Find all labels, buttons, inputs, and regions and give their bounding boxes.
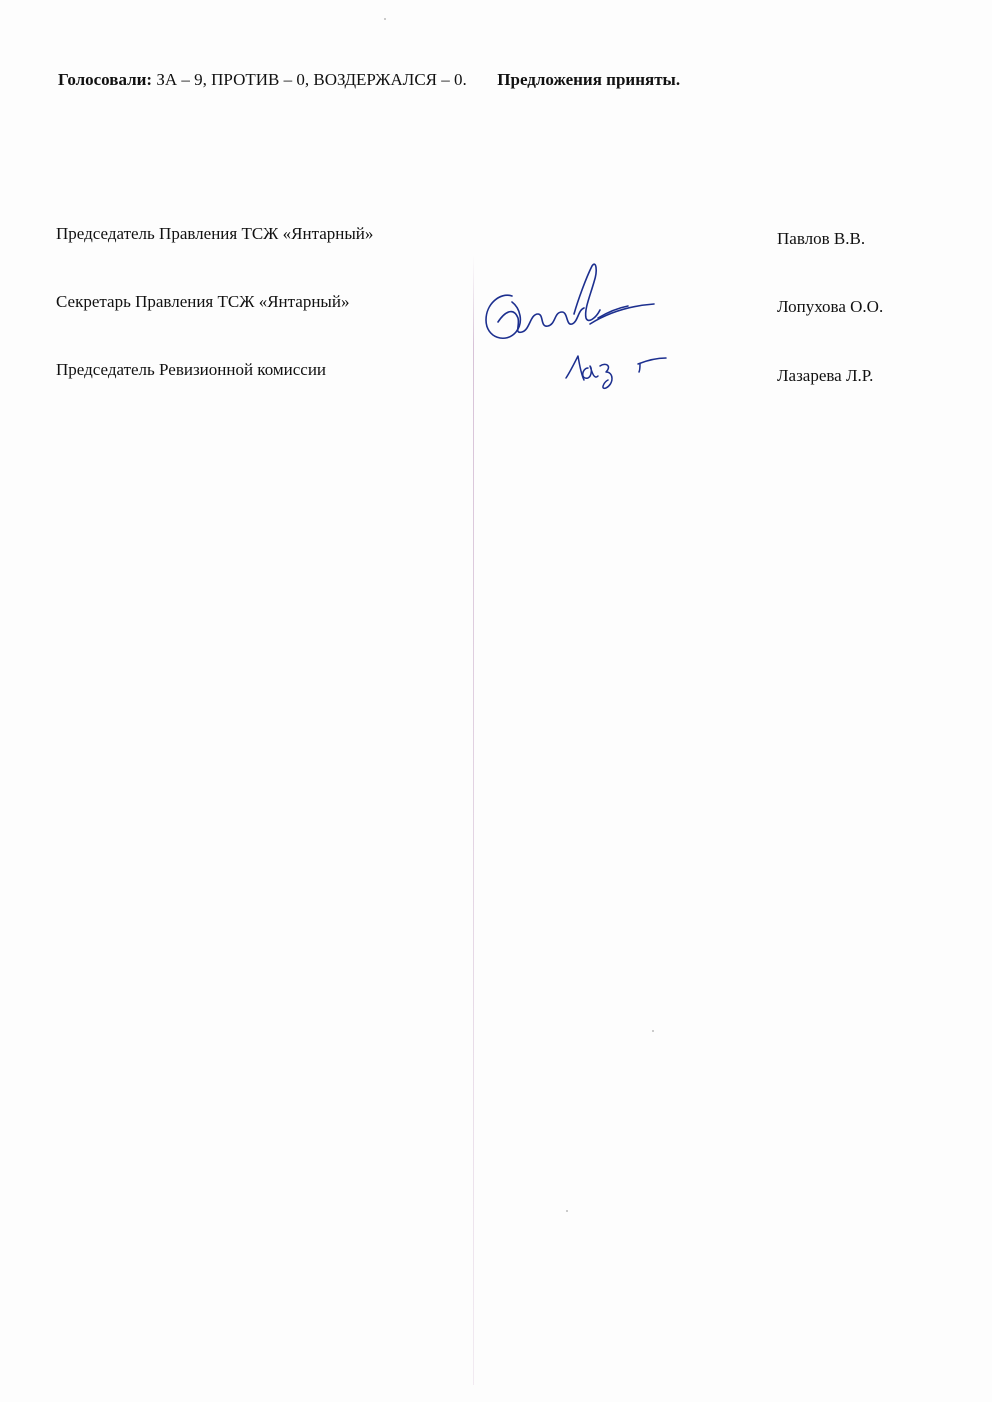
vote-results-line xyxy=(58,70,680,90)
paper-speck xyxy=(566,1210,568,1212)
signatory-row-chairman xyxy=(0,224,992,250)
vote-label: Голосовали: xyxy=(58,70,153,89)
paper-fold-line xyxy=(473,255,474,1385)
signatory-name: Лазарева Л.Р. xyxy=(777,366,874,385)
vote-result: ЗА – 9, ПРОТИВ – 0, ВОЗДЕРЖАЛСЯ – 0. xyxy=(156,70,467,89)
paper-speck xyxy=(384,18,386,20)
signatory-name: Лопухова О.О. xyxy=(777,297,884,316)
signatory-name: Павлов В.В. xyxy=(777,229,866,248)
signatory-role: Председатель Правления ТСЖ «Янтарный» xyxy=(56,224,374,243)
vote-conclusion: Предложения приняты. xyxy=(497,70,681,89)
signatory-row-secretary xyxy=(0,292,992,318)
signatory-row-audit-chair xyxy=(0,360,992,386)
signatory-role: Председатель Ревизионной комиссии xyxy=(56,360,327,379)
paper-speck xyxy=(652,1030,654,1032)
signatory-role: Секретарь Правления ТСЖ «Янтарный» xyxy=(56,292,350,311)
